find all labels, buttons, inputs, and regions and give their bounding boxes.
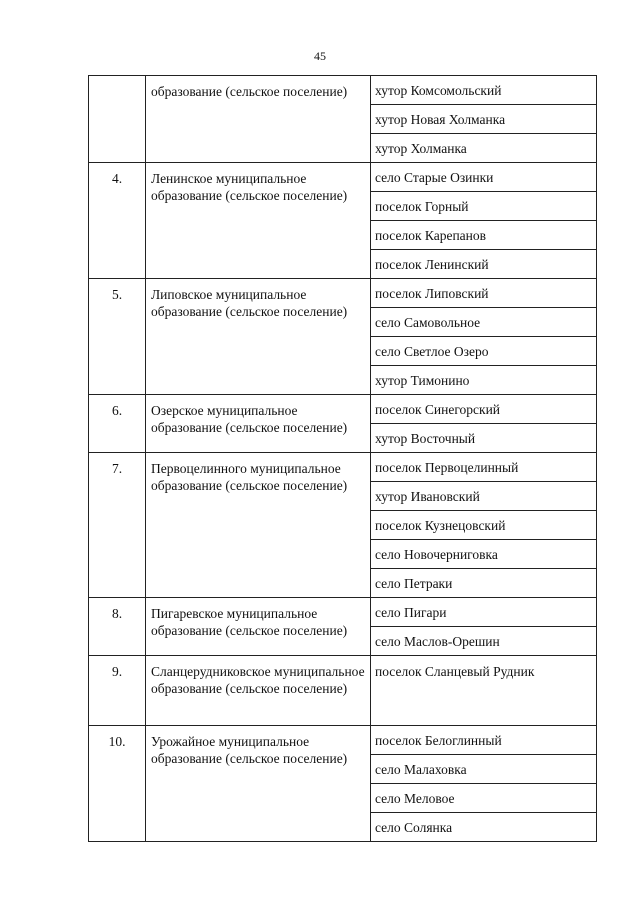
row-number: 9. <box>89 656 146 726</box>
row-number <box>89 76 146 163</box>
page-number: 45 <box>314 49 326 63</box>
table-row <box>89 163 597 192</box>
table-row <box>89 76 597 105</box>
settlement-name: село Петраки <box>371 569 597 598</box>
settlement-name: поселок Белоглинный <box>371 726 597 755</box>
municipality-name: Урожайное муниципальное образование (сельское поселение) <box>146 726 371 842</box>
row-number: 5. <box>89 279 146 395</box>
settlement-name: хутор Тимонино <box>371 366 597 395</box>
settlement-name: хутор Новая Холманка <box>371 105 597 134</box>
settlement-name: хутор Восточный <box>371 424 597 453</box>
settlement-name: село Самовольное <box>371 308 597 337</box>
table-row <box>89 656 597 726</box>
table-row <box>89 395 597 424</box>
table-row <box>89 279 597 308</box>
settlement-name: село Меловое <box>371 784 597 813</box>
settlement-name: село Солянка <box>371 813 597 842</box>
settlement-name: село Светлое Озеро <box>371 337 597 366</box>
row-number: 4. <box>89 163 146 279</box>
row-number: 10. <box>89 726 146 842</box>
settlements-table <box>88 75 597 842</box>
settlement-name: село Малаховка <box>371 755 597 784</box>
settlement-name: село Старые Озинки <box>371 163 597 192</box>
row-number: 8. <box>89 598 146 656</box>
municipality-name: Липовское муниципальное образование (сельское поселение) <box>146 279 371 395</box>
table-row <box>89 453 597 482</box>
settlement-name: село Пигари <box>371 598 597 627</box>
settlement-name: хутор Комсомольский <box>371 76 597 105</box>
row-number: 7. <box>89 453 146 598</box>
settlement-name: хутор Холманка <box>371 134 597 163</box>
municipality-name: Пигаревское муниципальное образование (сельское поселение) <box>146 598 371 656</box>
settlement-name: поселок Ленинский <box>371 250 597 279</box>
settlement-name: поселок Липовский <box>371 279 597 308</box>
table-row <box>89 598 597 627</box>
settlement-name: село Новочерниговка <box>371 540 597 569</box>
municipality-name: Сланцерудниковское муниципальное образование (сельское поселение) <box>146 656 371 726</box>
settlement-name: поселок Карепанов <box>371 221 597 250</box>
municipality-name: образование (сельское поселение) <box>146 76 371 163</box>
municipality-name: Первоцелинного муниципальное образование (сельское поселение) <box>146 453 371 598</box>
settlement-name: поселок Сланцевый Рудник <box>371 656 597 726</box>
municipality-name: Озерское муниципальное образование (сельское поселение) <box>146 395 371 453</box>
settlement-name: хутор Ивановский <box>371 482 597 511</box>
settlement-name: село Маслов-Орешин <box>371 627 597 656</box>
settlement-name: поселок Горный <box>371 192 597 221</box>
table-body <box>89 76 597 842</box>
settlement-name: поселок Первоцелинный <box>371 453 597 482</box>
municipality-name: Ленинское муниципальное образование (сельское поселение) <box>146 163 371 279</box>
settlement-name: поселок Кузнецовский <box>371 511 597 540</box>
row-number: 6. <box>89 395 146 453</box>
settlement-name: поселок Синегорский <box>371 395 597 424</box>
table-row <box>89 726 597 755</box>
